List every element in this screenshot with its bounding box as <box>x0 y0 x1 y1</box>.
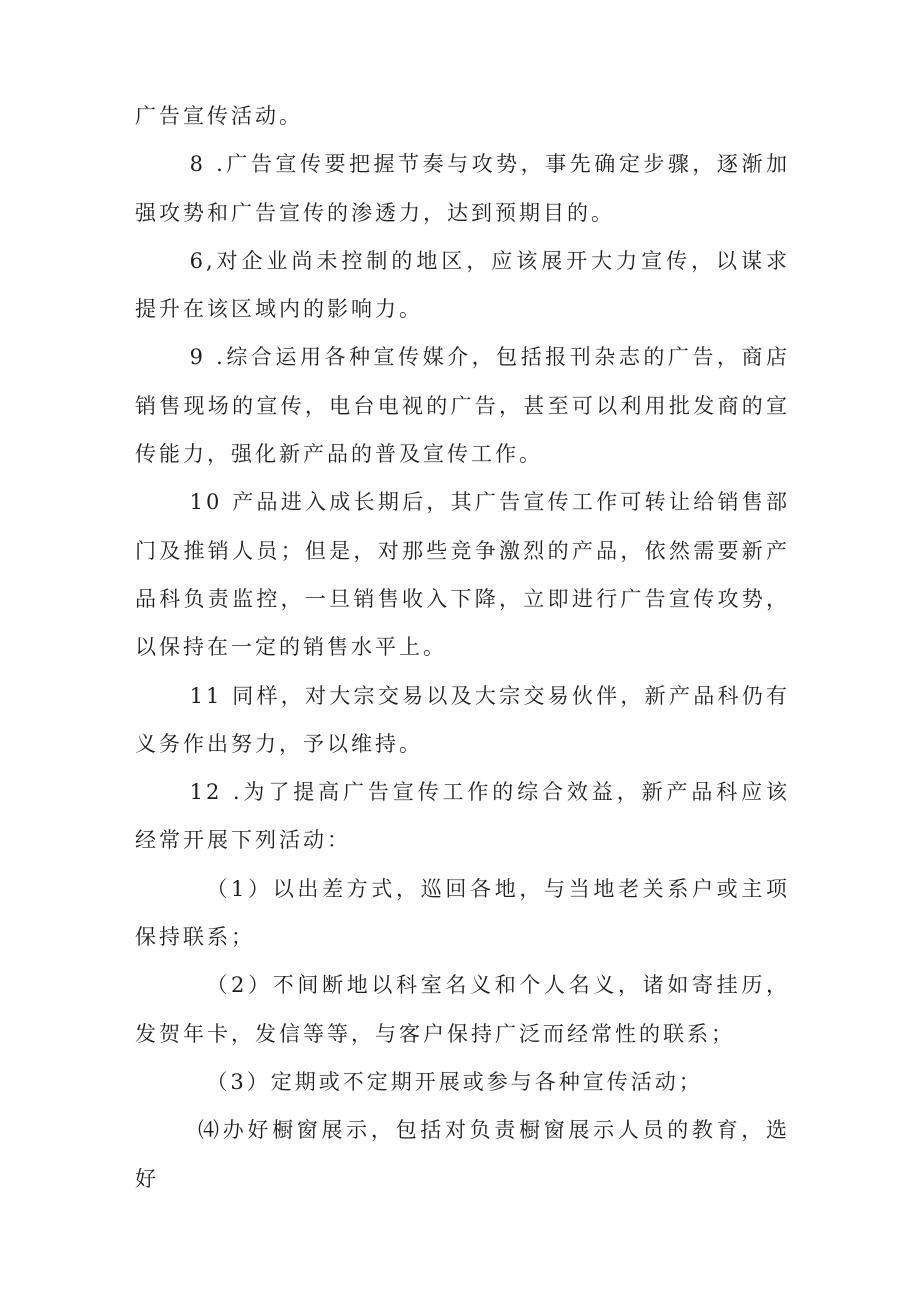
paragraph-item-9: 9 .综合运用各种宣传媒介，包括报刊杂志的广告，商店销售现场的宣传，电台电视的广告，甚至可以利用批发商的宣传能力，强化新产品的普及宣传工作。 <box>135 345 790 467</box>
paragraph-item-11: 11 同样，对大宗交易以及大宗交易伙伴，新产品科仍有义务作出努力，予以维持。 <box>135 683 790 756</box>
sub-item-2: （2）不间断地以科室名义和个人名义，诸如寄挂历，发贺年卡，发信等等，与客户保持广泛而经常性的联系； <box>135 973 790 1046</box>
sub-item-3: （3）定期或不定期开展或参与各种宣传活动； <box>206 1069 703 1094</box>
paragraph-item-8: 8 .广告宣传要把握节奏与攻势，事先确定步骤，逐渐加强攻势和广告宣传的渗透力，达到预期目的。 <box>135 152 790 225</box>
sub-item-4: ⑷办好橱窗展示，包括对负责橱窗展示人员的教育，选好 <box>135 1118 790 1191</box>
paragraph-continuation: 广告宣传活动。 <box>135 104 303 128</box>
sub-item-1: （1）以出差方式，巡回各地，与当地老关系户或主项保持联系； <box>135 876 790 950</box>
document-body <box>135 92 790 1203</box>
paragraph-item-12: 12 .为了提高广告宣传工作的综合效益，新产品科应该经常开展下列活动： <box>135 780 790 853</box>
paragraph-item-6: 6,对企业尚未控制的地区，应该展开大力宣传，以谋求提升在该区域内的影响力。 <box>135 248 790 322</box>
paragraph-item-10: 10 产品进入成长期后，其广告宣传工作可转让给销售部门及推销人员；但是，对那些竞争激烈的产品，依然需要新产品科负责监控，一旦销售收入下降，立即进行广告宣传攻势，以保持在一定的销售水平上。 <box>135 490 790 660</box>
